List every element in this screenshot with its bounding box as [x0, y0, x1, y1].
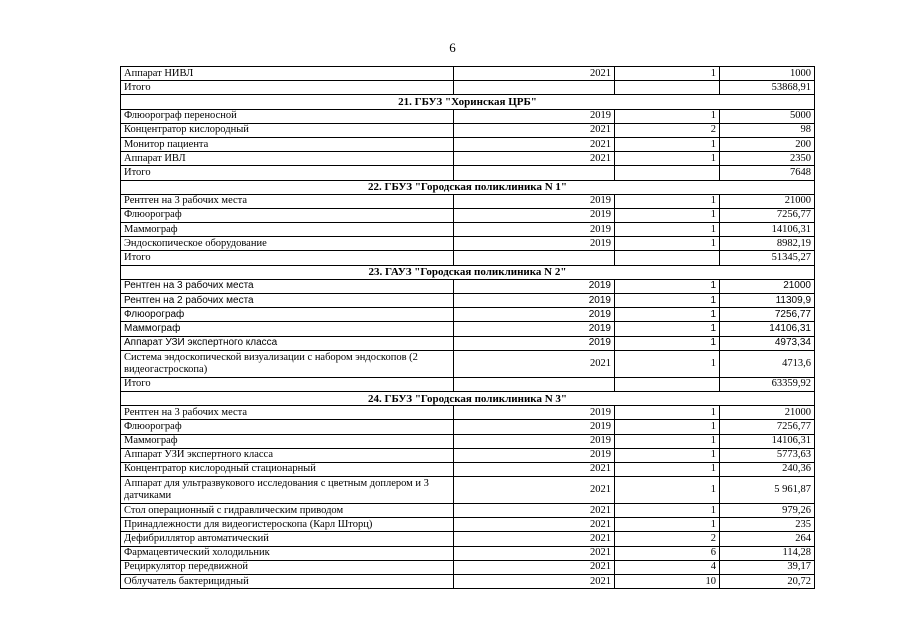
item-sum: 979,26	[720, 504, 815, 518]
item-sum: 5773,63	[720, 448, 815, 462]
total-label: Итого	[121, 251, 454, 265]
table-row	[121, 350, 815, 377]
table-row	[121, 279, 815, 293]
item-qty: 1	[615, 208, 720, 222]
item-sum: 4973,34	[720, 336, 815, 350]
item-sum: 2350	[720, 152, 815, 166]
item-qty: 1	[615, 137, 720, 151]
section-header-row	[121, 391, 815, 405]
item-sum: 14106,31	[720, 434, 815, 448]
item-qty: 1	[615, 237, 720, 251]
item-sum: 7256,77	[720, 308, 815, 322]
item-qty: 2	[615, 123, 720, 137]
item-qty: 1	[615, 67, 720, 81]
section-title: 21. ГБУЗ "Хоринская ЦРБ"	[121, 95, 815, 109]
item-qty: 1	[615, 336, 720, 350]
item-year: 2019	[454, 420, 615, 434]
item-sum: 7256,77	[720, 208, 815, 222]
total-label: Итого	[121, 377, 454, 391]
item-name: Аппарат УЗИ экспертного класса	[121, 336, 454, 350]
table-row	[121, 194, 815, 208]
item-year: 2019	[454, 208, 615, 222]
item-qty: 1	[615, 322, 720, 336]
item-sum: 98	[720, 123, 815, 137]
table-row	[121, 336, 815, 350]
item-year: 2021	[454, 137, 615, 151]
item-sum: 21000	[720, 194, 815, 208]
section-header-row	[121, 265, 815, 279]
item-qty: 4	[615, 560, 720, 574]
item-year: 2021	[454, 350, 615, 377]
item-sum: 264	[720, 532, 815, 546]
table-row	[121, 152, 815, 166]
item-name: Облучатель бактерицидный	[121, 575, 454, 589]
item-qty: 1	[615, 152, 720, 166]
item-year: 2021	[454, 67, 615, 81]
table-row	[121, 504, 815, 518]
item-sum: 11309,9	[720, 294, 815, 308]
section-header-row	[121, 95, 815, 109]
item-year: 2019	[454, 109, 615, 123]
item-name: Флюорограф	[121, 420, 454, 434]
item-name: Маммограф	[121, 322, 454, 336]
item-qty: 1	[615, 448, 720, 462]
item-name: Эндоскопическое оборудование	[121, 237, 454, 251]
year-cell	[454, 81, 615, 95]
item-year: 2021	[454, 504, 615, 518]
item-sum: 14106,31	[720, 322, 815, 336]
table-row	[121, 109, 815, 123]
total-row	[121, 377, 815, 391]
item-year: 2021	[454, 532, 615, 546]
qty-cell	[615, 81, 720, 95]
item-year: 2019	[454, 194, 615, 208]
qty-cell	[615, 377, 720, 391]
table-row	[121, 208, 815, 222]
item-qty: 1	[615, 194, 720, 208]
item-name: Маммограф	[121, 223, 454, 237]
item-name: Аппарат НИВЛ	[121, 67, 454, 81]
item-name: Флюорограф переносной	[121, 109, 454, 123]
item-year: 2021	[454, 575, 615, 589]
table-row	[121, 462, 815, 476]
item-name: Система эндоскопической визуализации с набором эндоскопов (2 видеогастроскопа)	[121, 350, 454, 377]
item-qty: 1	[615, 504, 720, 518]
item-name: Аппарат для ультразвукового исследования с цветным доплером и 3 датчиками	[121, 477, 454, 504]
table-row	[121, 123, 815, 137]
total-sum: 51345,27	[720, 251, 815, 265]
item-name: Принадлежности для видеогистероскопа (Карл Шторц)	[121, 518, 454, 532]
table-row	[121, 237, 815, 251]
total-row	[121, 166, 815, 180]
item-sum: 39,17	[720, 560, 815, 574]
item-sum: 5 961,87	[720, 477, 815, 504]
total-label: Итого	[121, 81, 454, 95]
item-year: 2019	[454, 223, 615, 237]
item-name: Аппарат УЗИ экспертного класса	[121, 448, 454, 462]
item-year: 2021	[454, 462, 615, 476]
total-sum: 7648	[720, 166, 815, 180]
item-qty: 1	[615, 350, 720, 377]
total-row	[121, 81, 815, 95]
item-qty: 1	[615, 434, 720, 448]
item-year: 2021	[454, 560, 615, 574]
item-year: 2021	[454, 123, 615, 137]
item-year: 2019	[454, 434, 615, 448]
table-row	[121, 420, 815, 434]
item-name: Аппарат ИВЛ	[121, 152, 454, 166]
section-title: 22. ГБУЗ "Городская поликлиника N 1"	[121, 180, 815, 194]
year-cell	[454, 166, 615, 180]
year-cell	[454, 377, 615, 391]
table-row	[121, 434, 815, 448]
item-year: 2021	[454, 477, 615, 504]
section-title: 24. ГБУЗ "Городская поликлиника N 3"	[121, 391, 815, 405]
item-sum: 21000	[720, 279, 815, 293]
total-label: Итого	[121, 166, 454, 180]
item-name: Стол операционный с гидравлическим приводом	[121, 504, 454, 518]
item-sum: 4713,6	[720, 350, 815, 377]
item-name: Флюорограф	[121, 308, 454, 322]
item-sum: 5000	[720, 109, 815, 123]
item-year: 2019	[454, 279, 615, 293]
item-qty: 1	[615, 477, 720, 504]
item-name: Фармацевтический холодильник	[121, 546, 454, 560]
table-row	[121, 308, 815, 322]
item-year: 2021	[454, 546, 615, 560]
item-name: Флюорограф	[121, 208, 454, 222]
item-name: Рентген на 2 рабочих места	[121, 294, 454, 308]
section-title: 23. ГАУЗ "Городская поликлиника N 2"	[121, 265, 815, 279]
table-row	[121, 448, 815, 462]
item-sum: 1000	[720, 67, 815, 81]
table-row	[121, 560, 815, 574]
item-sum: 235	[720, 518, 815, 532]
item-name: Рентген на 3 рабочих места	[121, 194, 454, 208]
item-year: 2019	[454, 336, 615, 350]
item-name: Рентген на 3 рабочих места	[121, 279, 454, 293]
item-qty: 1	[615, 462, 720, 476]
item-name: Концентратор кислородный	[121, 123, 454, 137]
item-year: 2019	[454, 448, 615, 462]
item-qty: 6	[615, 546, 720, 560]
item-year: 2021	[454, 152, 615, 166]
item-sum: 200	[720, 137, 815, 151]
item-sum: 7256,77	[720, 420, 815, 434]
table-row	[121, 322, 815, 336]
item-qty: 1	[615, 308, 720, 322]
item-qty: 1	[615, 406, 720, 420]
item-year: 2019	[454, 294, 615, 308]
table-row	[121, 406, 815, 420]
total-sum: 53868,91	[720, 81, 815, 95]
total-row	[121, 251, 815, 265]
item-sum: 14106,31	[720, 223, 815, 237]
item-qty: 1	[615, 420, 720, 434]
table-row	[121, 518, 815, 532]
table-row	[121, 223, 815, 237]
item-year: 2019	[454, 406, 615, 420]
item-sum: 8982,19	[720, 237, 815, 251]
table-row	[121, 137, 815, 151]
item-qty: 1	[615, 223, 720, 237]
item-qty: 10	[615, 575, 720, 589]
section-header-row	[121, 180, 815, 194]
item-year: 2019	[454, 308, 615, 322]
page-number: 6	[449, 40, 456, 55]
equipment-table	[120, 66, 815, 589]
item-qty: 2	[615, 532, 720, 546]
table-row	[121, 67, 815, 81]
item-name: Рентген на 3 рабочих места	[121, 406, 454, 420]
item-name: Монитор пациента	[121, 137, 454, 151]
table-row	[121, 546, 815, 560]
table-row	[121, 477, 815, 504]
table-row	[121, 532, 815, 546]
item-name: Дефибриллятор автоматический	[121, 532, 454, 546]
year-cell	[454, 251, 615, 265]
qty-cell	[615, 166, 720, 180]
total-sum: 63359,92	[720, 377, 815, 391]
item-name: Маммограф	[121, 434, 454, 448]
item-qty: 1	[615, 279, 720, 293]
item-year: 2021	[454, 518, 615, 532]
item-name: Рециркулятор передвижной	[121, 560, 454, 574]
table-row	[121, 575, 815, 589]
equipment-table-body	[121, 67, 815, 589]
item-sum: 114,28	[720, 546, 815, 560]
item-name: Концентратор кислородный стационарный	[121, 462, 454, 476]
item-year: 2019	[454, 322, 615, 336]
item-sum: 240,36	[720, 462, 815, 476]
table-row	[121, 294, 815, 308]
item-qty: 1	[615, 109, 720, 123]
item-qty: 1	[615, 294, 720, 308]
qty-cell	[615, 251, 720, 265]
item-sum: 20,72	[720, 575, 815, 589]
item-sum: 21000	[720, 406, 815, 420]
item-year: 2019	[454, 237, 615, 251]
item-qty: 1	[615, 518, 720, 532]
